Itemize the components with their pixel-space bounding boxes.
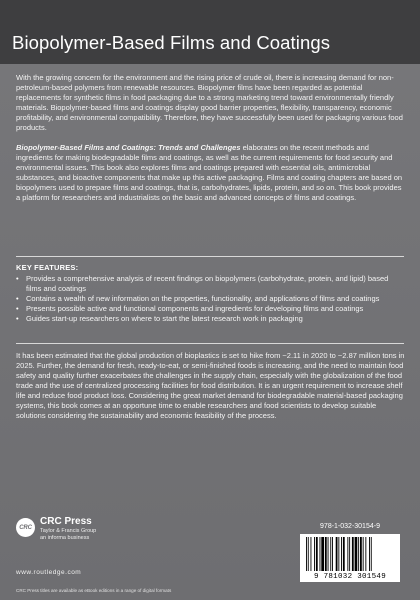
ebook-footnote: CRC Press titles are available as eBook editions in a range of digital formats [16, 588, 172, 593]
barcode-bar [332, 537, 333, 571]
barcode-bar [352, 537, 354, 571]
barcode-bar [363, 537, 364, 571]
feature-text: Guides start-up researchers on where to start the latest research work in packaging [26, 314, 303, 323]
divider-top [16, 256, 404, 257]
barcode-bar [330, 537, 331, 571]
bullet-icon: • [16, 304, 19, 313]
barcode-bar [328, 537, 329, 571]
feature-item [16, 294, 404, 304]
barcode-bars [300, 534, 400, 574]
feature-text: Provides a comprehensive analysis of recent findings on biopolymers (carbohydrate, protein, and lipid) based films and coatings [26, 274, 389, 293]
barcode-bar [360, 537, 362, 571]
barcode-bar [358, 537, 359, 571]
paragraph-2-body: elaborates on the recent methods and ingredients for making biodegradable films and coatings, as well as the current requirements for food security and environmental issues. This book also explores films and coatings prepared with essential oils, antimicrobial substances, and bioactive components that make up this active packaging. Films and coating chapters are based on biopolymers used to prepare films and coatings, that is, carbohydrates, lipids, protein, and so on. This book provides a platform for researchers and industrialists on the basic and advanced concepts of films and coatings. [16, 143, 403, 202]
feature-text: Presents possible active and functional components and ingredients for developing films and coatings [26, 304, 364, 313]
publisher-tagline: an informa business [40, 535, 90, 541]
description-paragraph-3: It has been estimated that the global production of bioplastics is set to hike from ~2.11 in 2020 to ~2.87 million tons in 2025. Further, the demand for fresh, ready-to-eat, or semi-finished foods is increasing, and the need to maintain food safety and quality further exacerbates the challenges in the supply chain, especially with the globalization of the food trade and the use of centralized processing facilities for food distribution. It is an urgent requirement to increase shelf life and reduce food product loss. Considering the great market demand for biodegradable material-based packaging systems, this book comes at an opportune time to enable researchers and food scientists to develop suitable solutions considering the sustainability and economic feasibility of the process. [16, 351, 405, 420]
bullet-icon: • [16, 274, 19, 283]
feature-item [16, 304, 404, 314]
barcode-digits: 9 781032 301549 [313, 573, 386, 581]
paragraph-2-lead: Biopolymer-Based Films and Coatings: Trends and Challenges [16, 143, 241, 152]
barcode-bar [320, 537, 321, 571]
crc-logo-icon [16, 518, 35, 537]
key-features-list [16, 274, 404, 324]
publisher-group: Taylor & Francis Group [40, 528, 97, 534]
barcode-bar [341, 537, 342, 571]
barcode-bar [325, 537, 327, 571]
isbn-label: 978-1-032-30154-9 [320, 523, 380, 530]
key-features-heading: KEY FEATURES: [16, 263, 79, 272]
barcode-bar [336, 537, 338, 571]
barcode-bar [308, 537, 309, 571]
bullet-icon: • [16, 294, 19, 303]
barcode-bar [349, 537, 350, 571]
book-title: Biopolymer-Based Films and Coatings [12, 32, 331, 53]
barcode-bar [343, 537, 345, 571]
barcode-bar [338, 537, 339, 571]
barcode-bar [306, 537, 307, 571]
feature-item [16, 314, 404, 324]
feature-item [16, 274, 404, 294]
barcode-bar [321, 537, 324, 571]
description-paragraph-2 [16, 143, 406, 203]
barcode-bar [369, 537, 370, 571]
barcode-bar [314, 537, 315, 571]
barcode-bar [365, 537, 366, 571]
barcode [300, 534, 400, 582]
barcode-bar [355, 537, 358, 571]
barcode-bar [316, 537, 318, 571]
barcode-bar [311, 537, 312, 571]
description-paragraph-1: With the growing concern for the environment and the rising price of crude oil, there is increasing demand for non-petroleum-based polymers from renewable resources. Biopolymer films have been regarded as potential replacements for synthetic films in food packaging due to a strong marketing trend toward environmentally friendly materials. Biopolymer-based films and coatings display good barrier properties, flexibility, transparency, economic profitability, and environmental compatibility. Therefore, they have successfully been used for packaging various food products. [16, 73, 403, 132]
divider-bottom [16, 343, 404, 344]
barcode-bar [347, 537, 348, 571]
logo-text: CRC [19, 524, 32, 531]
publisher-name: CRC Press [40, 516, 92, 527]
feature-text: Contains a wealth of new information on the properties, functionality, and applications of films and coatings [26, 294, 380, 303]
bullet-icon: • [16, 314, 19, 323]
publisher-url: www.routledge.com [16, 569, 82, 576]
barcode-bar [371, 537, 372, 571]
